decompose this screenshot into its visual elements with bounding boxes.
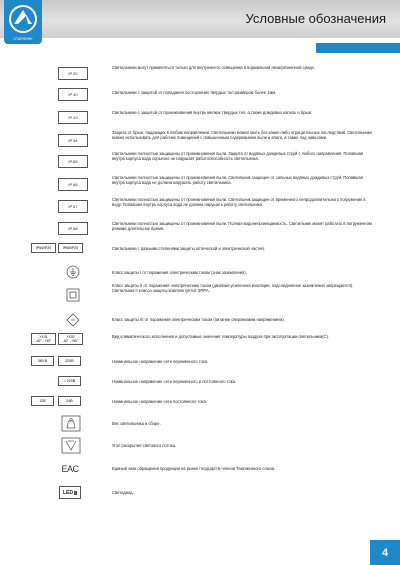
legend-description: Угол раскрытия светового потока. xyxy=(112,443,177,448)
page-number: 4 xyxy=(370,540,400,565)
ip-rating-badge: IP 67 xyxy=(58,200,88,213)
legend-description: Вид климатического исполнения и допустимые значения температуры воздуха при эксплуатации светильника(С). xyxy=(112,334,330,339)
logo-text: СТАРЛИНК xyxy=(13,37,33,41)
ip-rating-badge: IP 43 xyxy=(58,111,88,124)
ip-rating-badge: IP 54 xyxy=(58,134,88,147)
legend-description: Светильники с разными степенями защиты оптической и электрической частей. xyxy=(112,246,265,251)
legend-description: Светильники с защитой от проникновения внутрь мелких твердых тел, а также дождевых капель и брызг. xyxy=(112,110,313,115)
voltage-badge: 24В xyxy=(58,396,81,406)
voltage-badge: 360 В xyxy=(31,356,54,366)
legend-description: Светильники могут применяться только для внутреннего освещения в нормальной незагрязненной среде. xyxy=(112,65,315,70)
legend-description: Вес светильника в сборе. xyxy=(112,421,161,426)
double-insulation-icon xyxy=(66,288,80,302)
led-symbol: LED xyxy=(63,489,73,496)
voltage-badge: 12В xyxy=(31,396,54,406)
legend-description: Номинальное напряжение сети постоянного тока. xyxy=(112,399,207,404)
eac-mark-icon: EAC xyxy=(61,463,79,474)
ip-rating-badge: IP 20 xyxy=(58,67,88,80)
ip-rating-badge: IP65/IP20 xyxy=(58,243,83,253)
led-icon xyxy=(59,486,81,499)
brand-logo xyxy=(4,0,42,44)
page-title: Условные обозначения xyxy=(245,11,386,26)
legend-description: Светильники полностью защищены от проникновения пыли. Полная водонепроницаемость. Светильник может работать в погруженном режиме длительное время. xyxy=(112,221,372,232)
legend-description: Светильники полностью защищены от проникновения пыли. Светильник защищен от сильных водяных дождевых струй. Попавшая внутрь корпуса вода не должна нарушать работу светильника. xyxy=(112,175,363,186)
accent-bar xyxy=(316,43,400,53)
ip-rating-badge: IP54/IP20 xyxy=(31,243,56,253)
page-header xyxy=(0,0,400,41)
legend-description: Номинальное напряжение сети переменного и постоянного тока. xyxy=(112,379,237,384)
legend-description: Светильники полностью защищены от проникновения пыли. Светильник защищен от временного непродолжительного погружения в воду. Попавшая внутрь корпуса вода не должна нарушать работу светильника. xyxy=(112,197,366,208)
ip-rating-badge: IP 66 xyxy=(58,178,88,191)
beam-angle-icon xyxy=(61,437,81,454)
ip-rating-badge: IP 40 xyxy=(58,88,88,101)
legend-description: Светильники с защитой от попадания посторонних твердых тел размером более 1мм. xyxy=(112,90,277,95)
ip-rating-badge: IP 65 xyxy=(58,155,88,168)
climate-badge: УХЛ2 -40°...+50° xyxy=(58,333,83,345)
logo-mark-icon xyxy=(8,4,38,34)
voltage-badge: ≈ 220В xyxy=(58,376,81,386)
legend-description: Класс защиты II от поражения электрическим током (двойная усиленная изоляция, подсоединение заземления запрещается). Светильник II класса защиты комплектуется ЭПРА. xyxy=(112,283,354,294)
climate-badge: УХЛ1 -40°...+40° xyxy=(31,333,56,345)
weight-icon xyxy=(61,415,81,432)
class3-symbol: III xyxy=(71,318,75,322)
legend-description: Защита от брызг, падающих в любом направлении. Светильники можно мыть без каких-либо отрицательных последствий. Светильники можно использовать для рабочих помещений с повышенным содержанием пыли и влаги, а также под навесами. xyxy=(112,130,372,141)
legend-description: Светодиод. xyxy=(112,490,134,495)
ground-icon xyxy=(66,265,80,279)
voltage-badge: 220В xyxy=(58,356,81,366)
legend-description: Номинальное напряжение сети переменного тока. xyxy=(112,359,209,364)
legend-description: Единый знак обращения продукции на рынке государств-членов Таможенного союза. xyxy=(112,466,276,471)
legend-description: Светильники полностью защищены от проникновения пыли. Защита от водяных дождевых струй с любого направления. Попавшая внутрь корпуса вода серьезно не нарушает работоспособность светильника. xyxy=(112,151,364,162)
class3-icon xyxy=(66,313,80,327)
ip-rating-badge: IP 68 xyxy=(58,222,88,235)
legend-description: Класс защиты III от поражения электрическим током (питание сверхнизким напряжением). xyxy=(112,317,285,322)
legend-description: Класс защиты I от поражения электрическим током (знак заземления). xyxy=(112,270,247,275)
